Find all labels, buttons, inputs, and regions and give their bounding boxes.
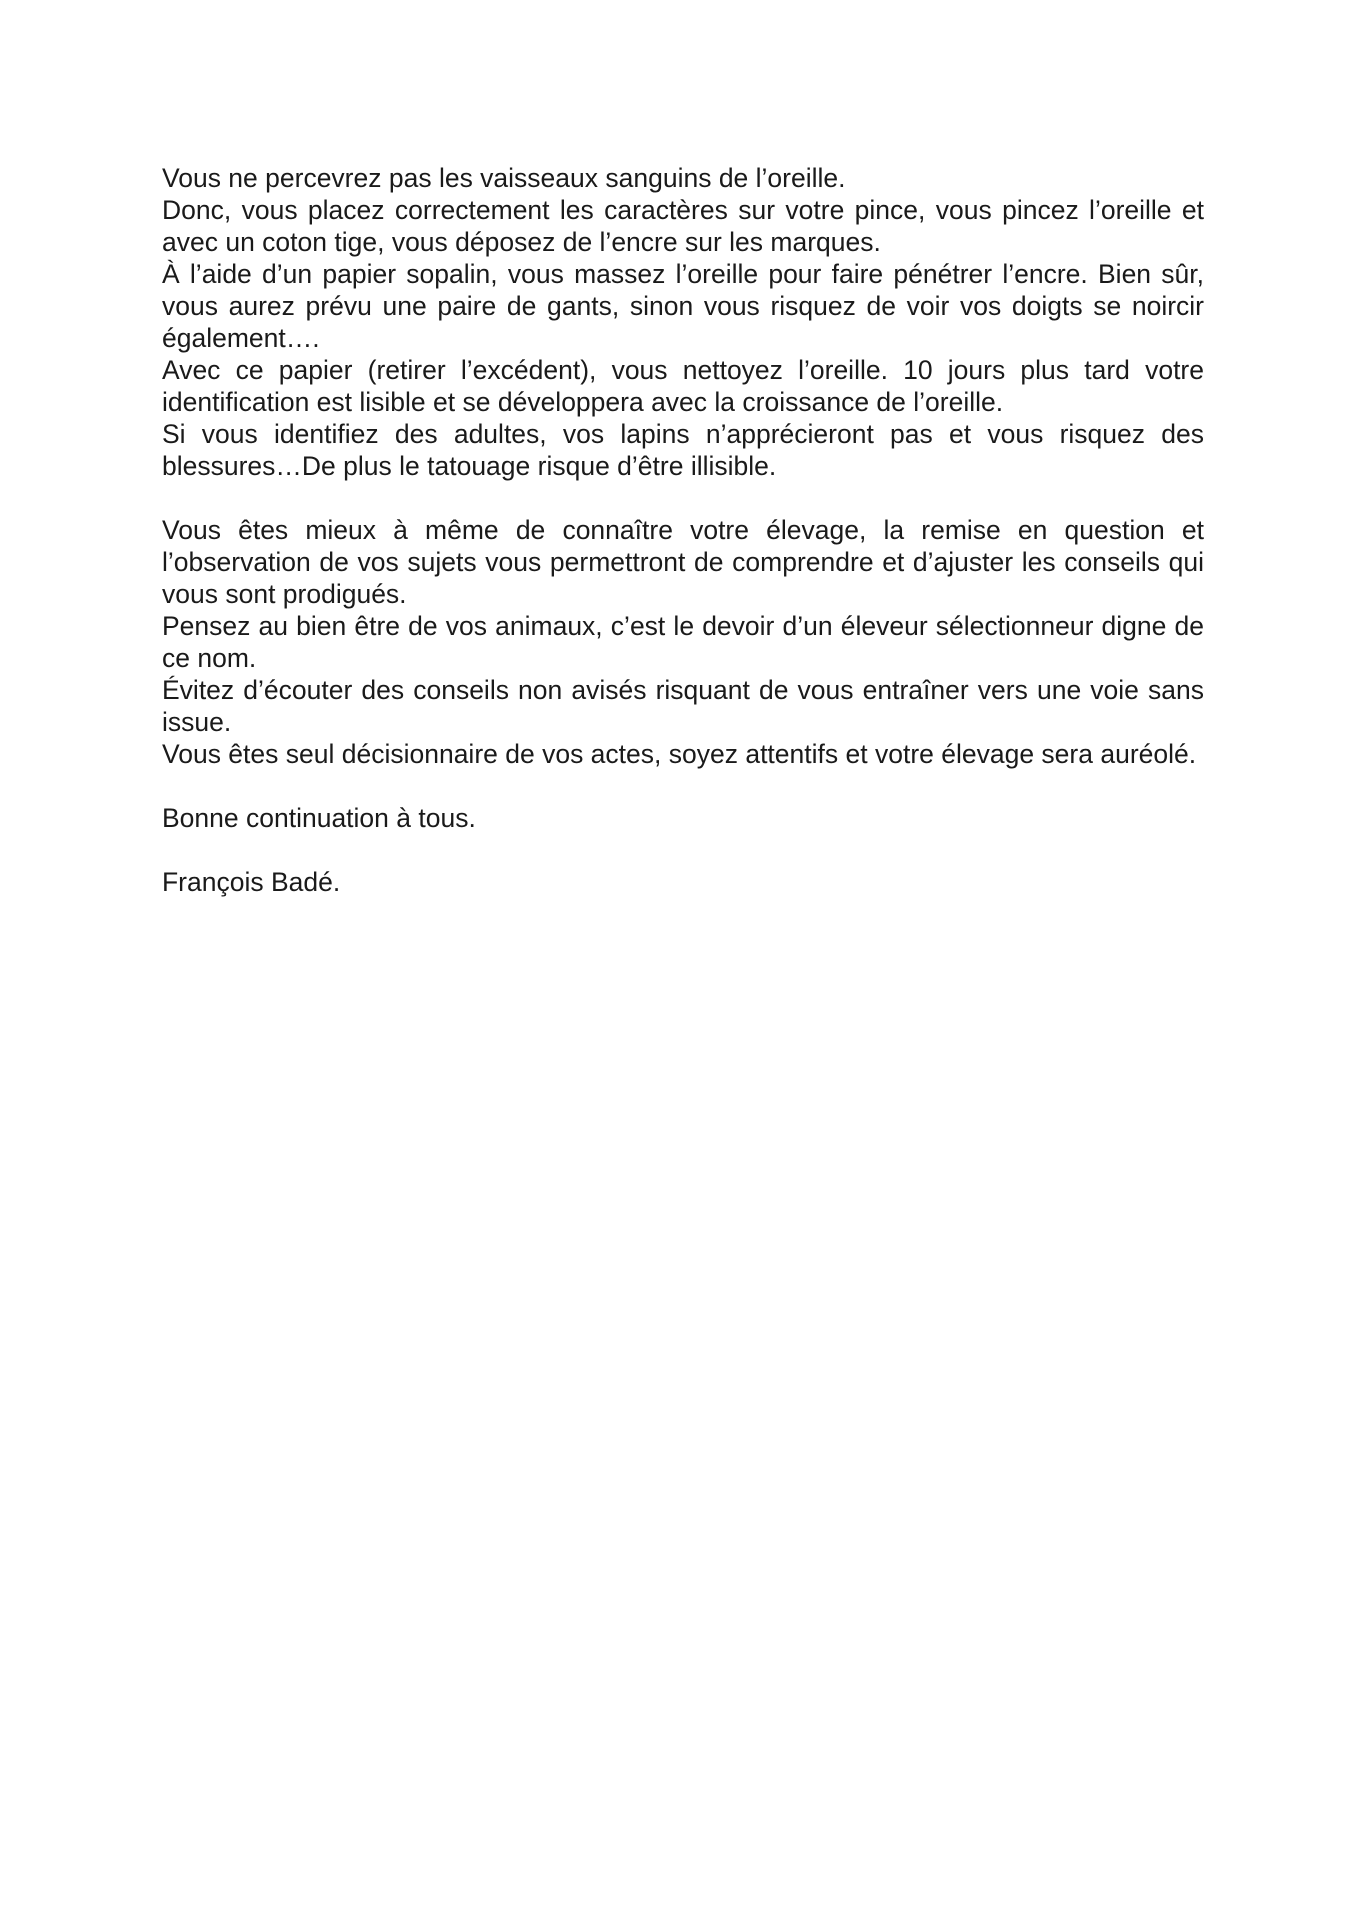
paragraph-conseils: Évitez d’écouter des conseils non avisés risquant de vous entraîner vers une voie sans issue. (162, 675, 1204, 737)
document-body (162, 162, 1204, 898)
closing-line: Bonne continuation à tous. (162, 803, 476, 833)
paragraph-elevage: Vous êtes mieux à même de connaître votre élevage, la remise en question et l’observation de vos sujets vous permettront de comprendre et d’ajuster les conseils qui vous sont prodigués. (162, 515, 1204, 609)
author-signature: François Badé. (162, 867, 341, 897)
paragraph-decisionnaire: Vous êtes seul décisionnaire de vos actes, soyez attentifs et votre élevage sera auréolé. (162, 739, 1197, 769)
paragraph-bien-etre: Pensez au bien être de vos animaux, c’est le devoir d’un éleveur sélectionneur digne de ce nom. (162, 611, 1204, 673)
paragraph-nettoyage: Avec ce papier (retirer l’excédent), vous nettoyez l’oreille. 10 jours plus tard votre identification est lisible et se développera avec la croissance de l’oreille. (162, 355, 1204, 417)
paragraph-sopalin: À l’aide d’un papier sopalin, vous massez l’oreille pour faire pénétrer l’encre. Bien sûr, vous aurez prévu une paire de gants, sinon vous risquez de voir vos doigts se noircir également…. (162, 259, 1204, 353)
paragraph-vaisseaux: Vous ne percevrez pas les vaisseaux sanguins de l’oreille. (162, 163, 846, 193)
paragraph-adultes: Si vous identifiez des adultes, vos lapins n’apprécieront pas et vous risquez des blessures…De plus le tatouage risque d’être illisible. (162, 419, 1204, 481)
paragraph-pince: Donc, vous placez correctement les caractères sur votre pince, vous pincez l’oreille et avec un coton tige, vous déposez de l’encre sur les marques. (162, 195, 1204, 257)
